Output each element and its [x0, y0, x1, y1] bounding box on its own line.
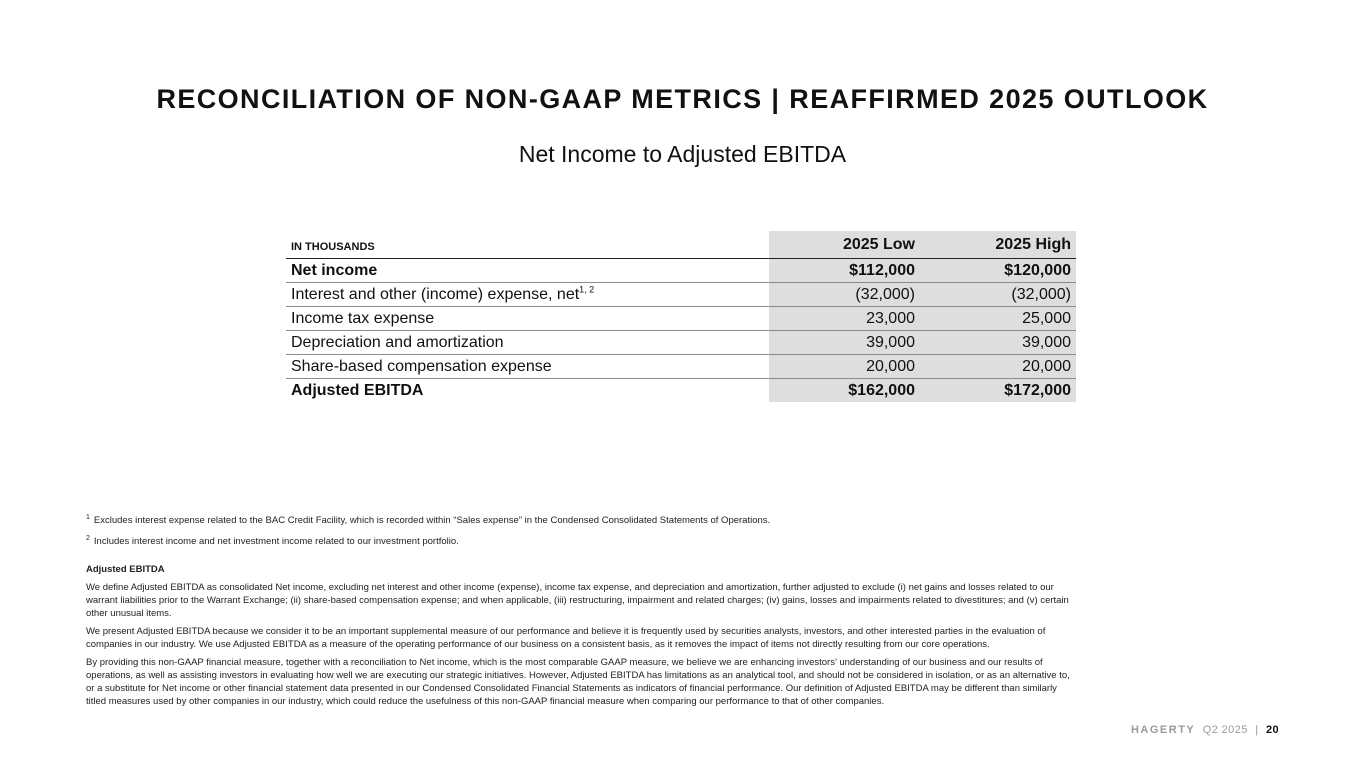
footnote-ref: 1, 2: [579, 284, 595, 295]
footnote: [86, 514, 1076, 527]
column-header-high: 2025 High: [920, 231, 1076, 259]
row-value-high: 39,000: [920, 331, 1076, 355]
row-label: Income tax expense: [286, 307, 769, 331]
definition-paragraph: We present Adjusted EBITDA because we consider it to be an important supplemental measure of our performance and believe it is frequently used by securities analysts, investors, and other interested parties in the evaluation of companies in our industry. We use Adjusted EBITDA as a measure of the operating performance of our business on a consistent basis, as it removes the impact of items not directly resulting from our core operations.: [86, 626, 1046, 650]
table-row: [286, 283, 1076, 307]
footer-separator: |: [1255, 724, 1259, 736]
row-label: Net income: [286, 259, 769, 283]
notes-section: [86, 514, 1076, 713]
page-title: RECONCILIATION OF NON-GAAP METRICS | REAFFIRMED 2025 OUTLOOK: [156, 84, 1209, 114]
page-subtitle: Net Income to Adjusted EBITDA: [518, 141, 847, 167]
row-value-low: 20,000: [769, 355, 920, 379]
definition-paragraph: By providing this non-GAAP financial measure, together with a reconciliation to Net income, which is the most comparable GAAP measure, we believe we are enhancing investors’ understanding of our business and our results of operations, as well as assisting investors in evaluating how well we are executing our strategic initiatives. However, Adjusted EBITDA has limitations as an analytical tool, and should not be considered in isolation, or as an alternative to, or a substitute for Net income or other financial statement data presented in our Condensed Consolidated Financial Statements as indicators of financial performance. Our definition of Adjusted EBITDA may be different than similarly titled measures used by other companies in our industry, which could reduce the usefulness of this non-GAAP financial measure when comparing our performance to that of other companies.: [86, 657, 1070, 707]
table-header-row: [286, 231, 1076, 259]
row-value-low: $162,000: [769, 379, 920, 403]
table-total-row: [286, 379, 1076, 403]
row-value-low: $112,000: [769, 259, 920, 283]
row-value-high: 20,000: [920, 355, 1076, 379]
table-row: [286, 259, 1076, 283]
footnote-text: Includes interest income and net investment income related to our investment portfolio.: [93, 536, 459, 547]
table-row: [286, 307, 1076, 331]
row-label: Adjusted EBITDA: [286, 379, 769, 403]
row-label: Interest and other (income) expense, net: [291, 285, 580, 303]
column-header-low: 2025 Low: [769, 231, 920, 259]
row-label: Depreciation and amortization: [286, 331, 769, 355]
row-value-high: $120,000: [920, 259, 1076, 283]
report-period: Q2 2025: [1202, 724, 1248, 736]
table-row: [286, 331, 1076, 355]
row-value-high: (32,000): [920, 283, 1076, 307]
definition-heading: Adjusted EBITDA: [86, 564, 165, 575]
table-row: [286, 355, 1076, 379]
unit-label: IN THOUSANDS: [286, 231, 769, 259]
row-value-high: $172,000: [920, 379, 1076, 403]
row-label: Share-based compensation expense: [286, 355, 769, 379]
row-value-high: 25,000: [920, 307, 1076, 331]
row-label-cell: [286, 283, 769, 307]
reconciliation-table: [286, 231, 1076, 402]
footnote: [86, 535, 1076, 548]
footnote-mark: 1: [86, 513, 90, 521]
row-value-low: (32,000): [769, 283, 920, 307]
footnote-text: Excludes interest expense related to the BAC Credit Facility, which is recorded within “Sales expense” in the Condensed Consolidated Statements of Operations.: [93, 515, 771, 526]
row-value-low: 39,000: [769, 331, 920, 355]
row-value-low: 23,000: [769, 307, 920, 331]
page-number: 20: [1265, 724, 1279, 736]
footnote-mark: 2: [86, 534, 90, 542]
page-footer: [1131, 724, 1279, 736]
definition-paragraph: We define Adjusted EBITDA as consolidated Net income, excluding net interest and other income (expense), income tax expense, and depreciation and amortization, further adjusted to exclude (i) net gains and losses related to our warrant liabilities prior to the Warrant Exchange; (ii) share-based compensation expense; and when applicable, (iii) restructuring, impairment and related charges; (iv) gains, losses and impairments related to divestitures; and (v) certain other unusual items.: [86, 582, 1069, 619]
brand-logo: HAGERTY: [1130, 724, 1196, 736]
